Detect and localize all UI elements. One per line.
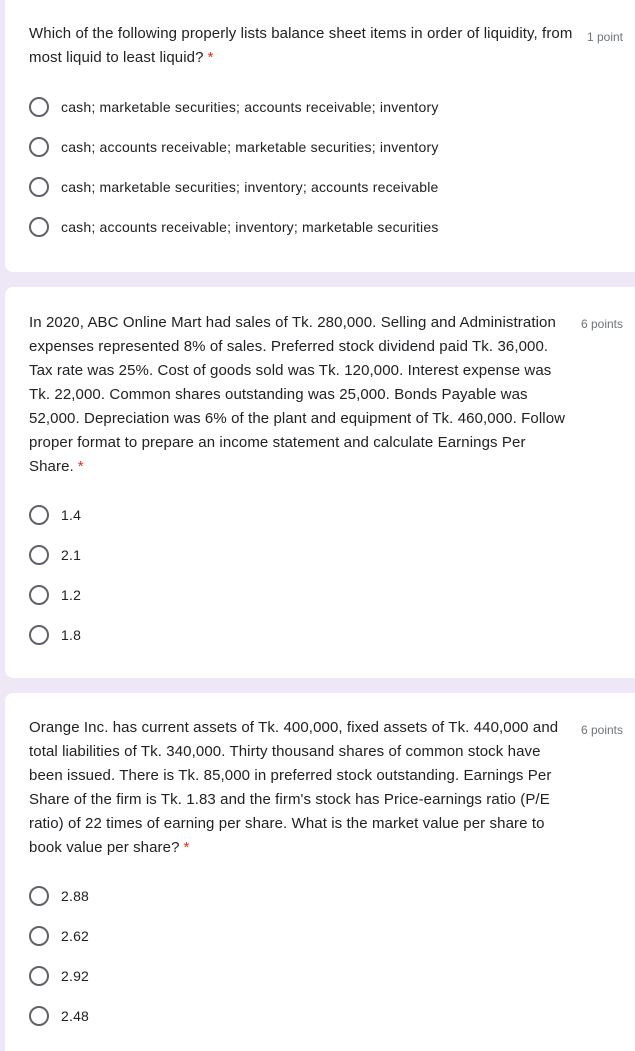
option-radio[interactable]: [29, 95, 439, 119]
question-title: [29, 716, 574, 860]
points-label: 6 points: [580, 317, 623, 331]
option-radio[interactable]: [29, 503, 81, 527]
option-label: cash; marketable securities; inventory; accounts receivable: [61, 179, 439, 195]
points-label: 1 point: [586, 30, 623, 44]
option-label: 2.92: [61, 968, 90, 984]
option-label: cash; accounts receivable; marketable securities; inventory: [61, 139, 439, 155]
required-asterisk: *: [77, 458, 84, 475]
option-label: 2.1: [61, 547, 82, 563]
option-radio[interactable]: [29, 1004, 89, 1028]
question-card-2: [5, 287, 635, 678]
radio-button[interactable]: [29, 545, 49, 565]
option-radio[interactable]: [29, 964, 89, 988]
option-radio[interactable]: [29, 884, 89, 908]
radio-button[interactable]: [29, 625, 49, 645]
required-asterisk: *: [183, 839, 190, 856]
radio-button[interactable]: [29, 177, 49, 197]
radio-button[interactable]: [29, 217, 49, 237]
option-radio[interactable]: [29, 583, 81, 607]
option-radio[interactable]: [29, 215, 439, 239]
question-title: [29, 22, 574, 70]
radio-button[interactable]: [29, 585, 49, 605]
question-card-1: [5, 0, 635, 272]
question-title: [29, 311, 574, 479]
question-text: In 2020, ABC Online Mart had sales of Tk. 280,000. Selling and Administration expenses represented 8% of sales. Preferred stock dividend paid Tk. 36,000. Tax rate was 25%. Cost of goods sold was Tk. 120,000. Interest expense was Tk. 22,000. Common shares outstanding was 25,000. Bonds Payable was 52,000. Depreciation was 6% of the plant and equipment of Tk. 460,000. Follow proper format to prepare an income statement and calculate Earnings Per Share.: [29, 314, 566, 475]
question-text: Orange Inc. has current assets of Tk. 400,000, fixed assets of Tk. 440,000 and total liabilities of Tk. 340,000. Thirty thousand shares of common stock have been issued. There is Tk. 85,000 in preferred stock outstanding. Earnings Per Share of the firm is Tk. 1.83 and the firm's stock has Price-earnings ratio (P/E ratio) of 22 times of earning per share. What is the market value per share to book value per share?: [29, 719, 559, 856]
radio-button[interactable]: [29, 926, 49, 946]
option-label: 1.2: [61, 587, 82, 603]
radio-button[interactable]: [29, 137, 49, 157]
radio-button[interactable]: [29, 886, 49, 906]
option-label: cash; marketable securities; accounts receivable; inventory: [61, 99, 439, 115]
option-radio[interactable]: [29, 623, 81, 647]
option-label: cash; accounts receivable; inventory; marketable securities: [61, 219, 439, 235]
option-radio[interactable]: [29, 924, 89, 948]
option-radio[interactable]: [29, 135, 439, 159]
option-label: 1.4: [61, 507, 82, 523]
option-radio[interactable]: [29, 175, 439, 199]
radio-button[interactable]: [29, 966, 49, 986]
radio-button[interactable]: [29, 505, 49, 525]
question-text: Which of the following properly lists balance sheet items in order of liquidity, from most liquid to least liquid?: [29, 25, 573, 66]
option-radio[interactable]: [29, 543, 81, 567]
required-asterisk: *: [207, 49, 214, 66]
question-card-3: [5, 693, 635, 1051]
option-label: 2.48: [61, 1008, 90, 1024]
radio-button[interactable]: [29, 97, 49, 117]
option-label: 2.62: [61, 928, 90, 944]
radio-button[interactable]: [29, 1006, 49, 1026]
option-label: 2.88: [61, 888, 90, 904]
option-label: 1.8: [61, 627, 82, 643]
points-label: 6 points: [580, 723, 623, 737]
